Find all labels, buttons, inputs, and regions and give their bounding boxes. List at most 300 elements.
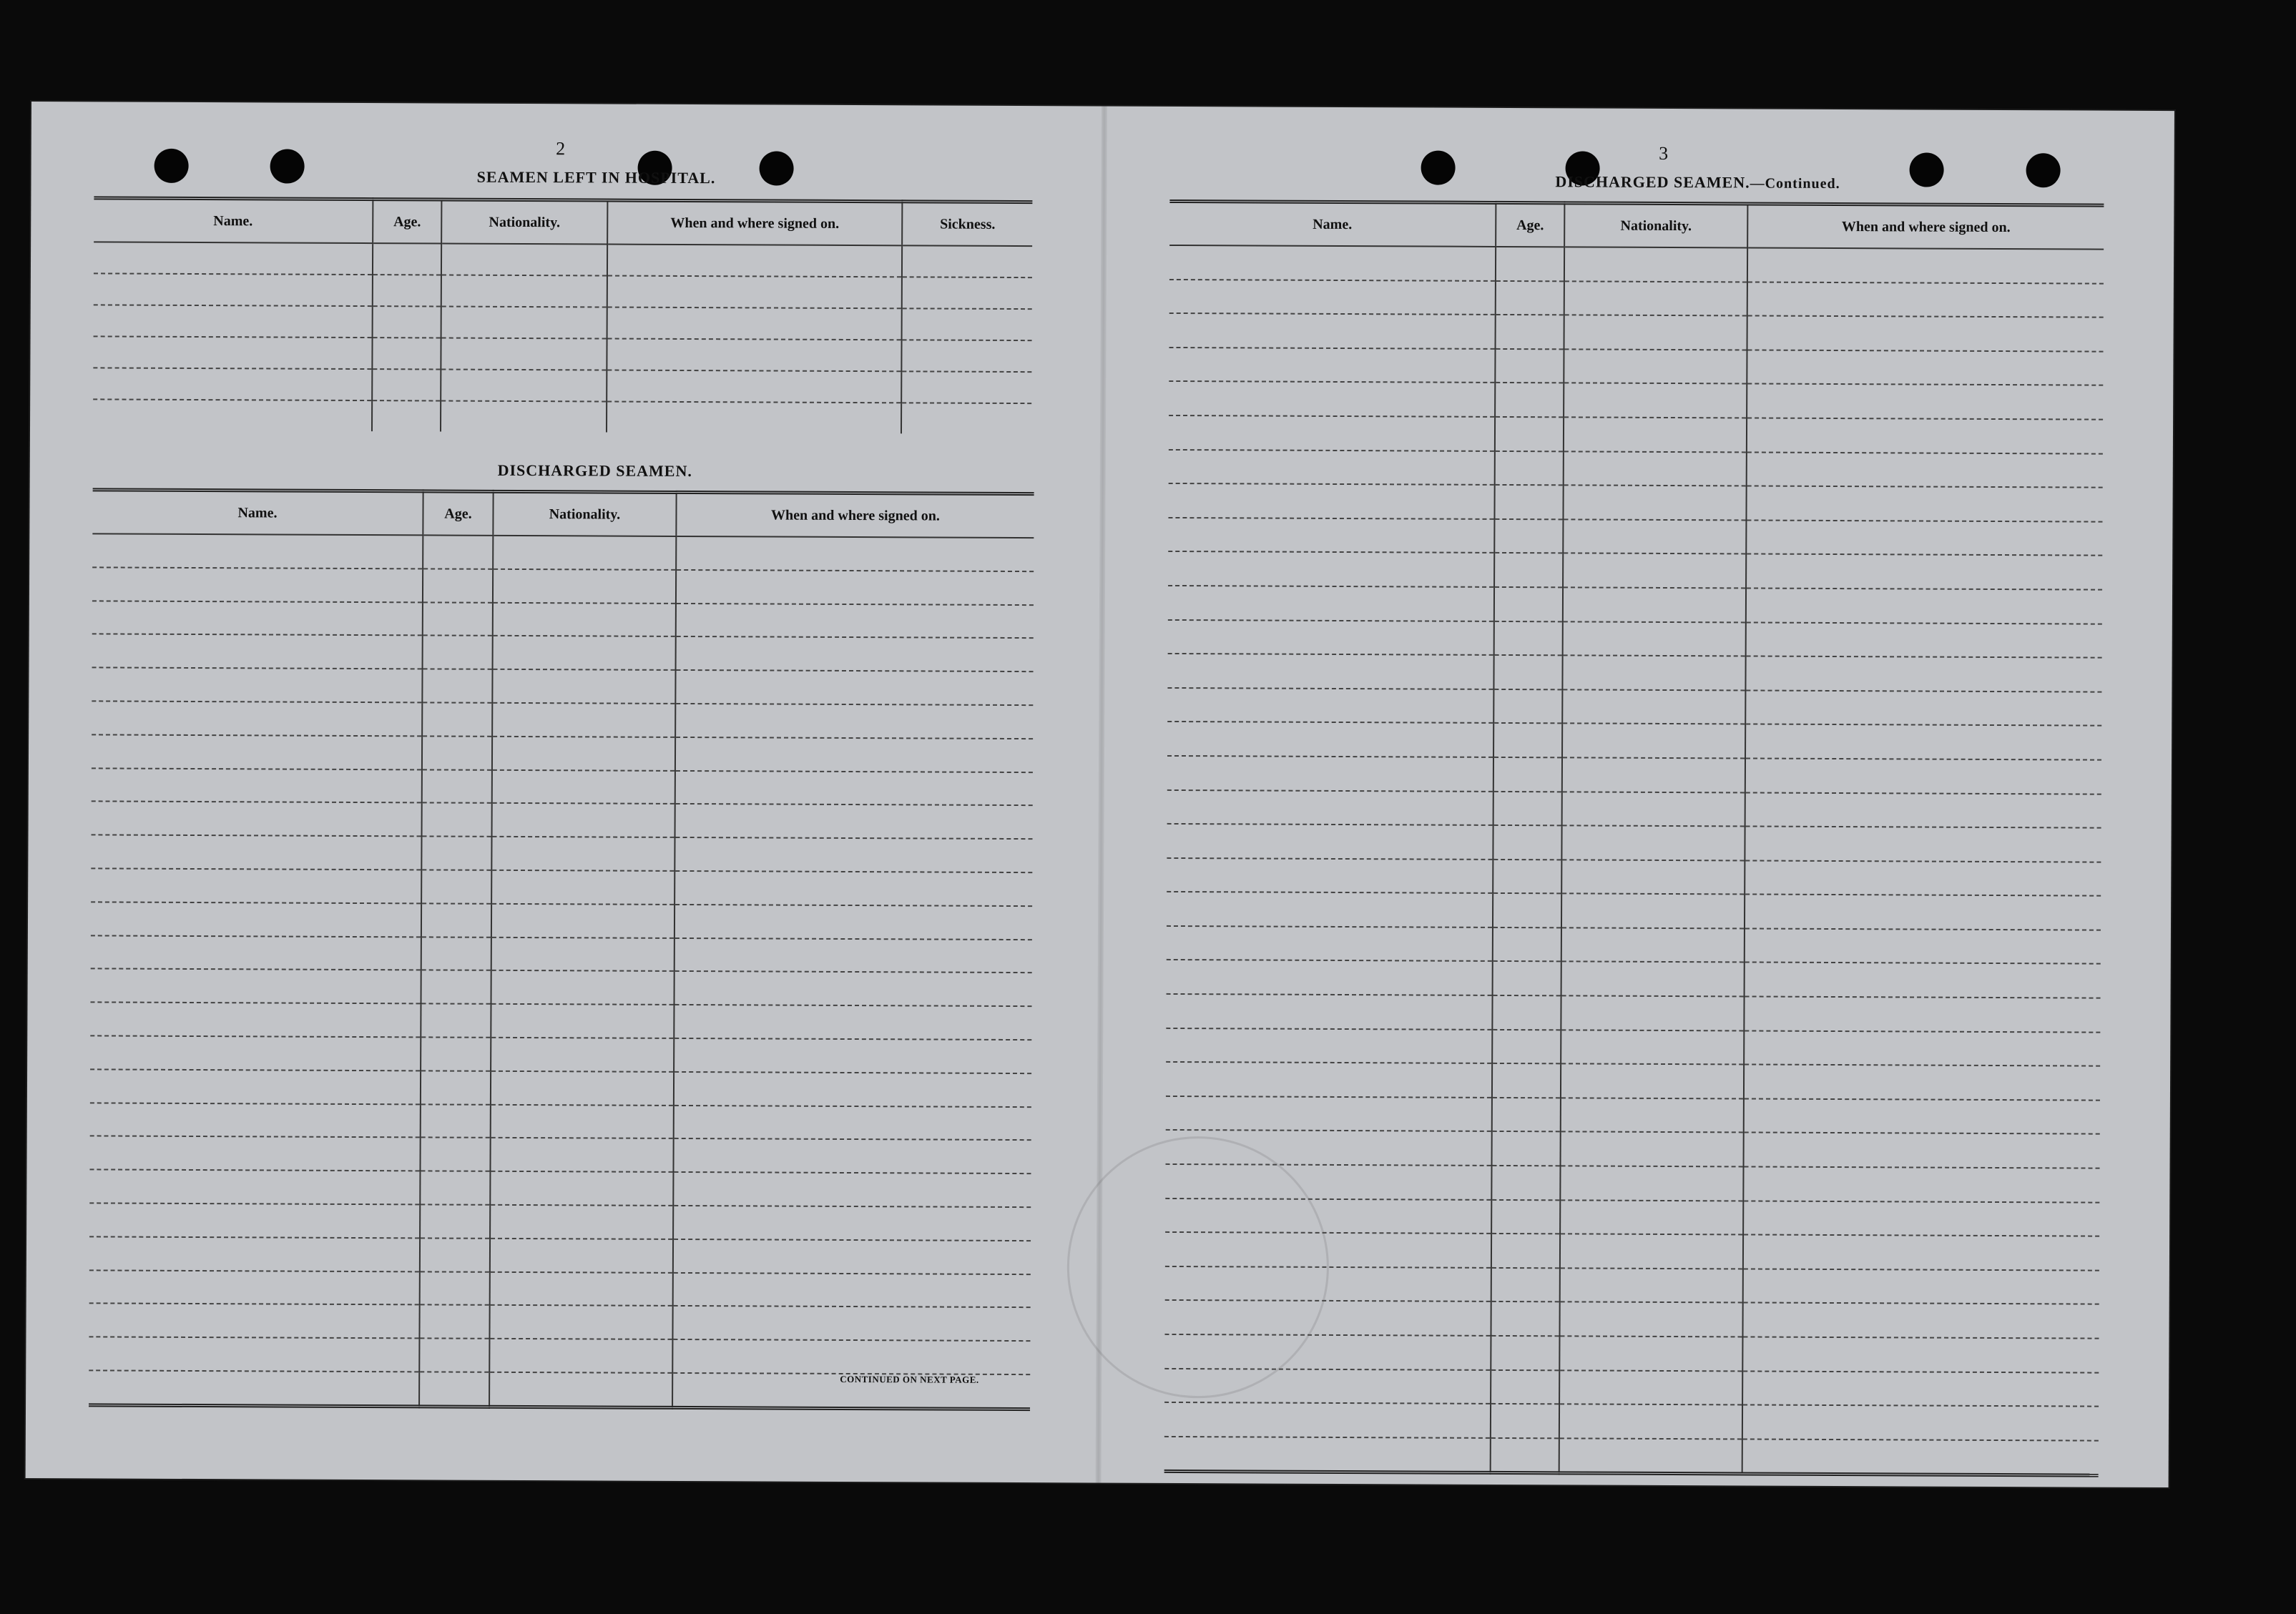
blank-entry-cell bbox=[1564, 383, 1747, 418]
blank-entry-cell bbox=[493, 569, 676, 604]
blank-entry-cell bbox=[1562, 655, 1745, 690]
blank-entry-cell bbox=[1559, 1370, 1742, 1405]
blank-entry-cell bbox=[1167, 789, 1493, 825]
table-row bbox=[1166, 1028, 2100, 1066]
blank-entry-cell bbox=[441, 338, 607, 370]
blank-entry-cell bbox=[1745, 860, 2101, 896]
blank-entry-cell bbox=[1559, 1336, 1742, 1371]
blank-entry-cell bbox=[1742, 1337, 2099, 1372]
blank-entry-cell bbox=[490, 1271, 673, 1306]
blank-entry-cell bbox=[1496, 247, 1564, 281]
table-row bbox=[92, 701, 1033, 739]
column-header: Age. bbox=[423, 491, 493, 536]
table-row bbox=[1167, 960, 2101, 998]
blank-entry-cell bbox=[1746, 622, 2102, 658]
discharged-section-title: DISCHARGED SEAMEN. bbox=[497, 461, 692, 481]
table-row bbox=[94, 242, 1032, 277]
discharged-table bbox=[89, 488, 1034, 1410]
table-row bbox=[1169, 313, 2104, 351]
table-row bbox=[1168, 483, 2102, 521]
blank-entry-cell bbox=[1562, 792, 1745, 827]
blank-entry-cell bbox=[1166, 994, 1492, 1030]
blank-entry-cell bbox=[489, 1339, 672, 1373]
blank-entry-cell bbox=[1167, 756, 1493, 792]
table-row bbox=[93, 399, 1031, 434]
blank-entry-cell bbox=[1493, 757, 1562, 792]
blank-entry-cell bbox=[673, 1272, 1031, 1307]
blank-entry-cell bbox=[441, 370, 607, 402]
blank-entry-cell bbox=[1164, 1437, 1491, 1473]
blank-entry-cell bbox=[90, 1035, 421, 1071]
blank-entry-cell bbox=[1564, 315, 1747, 350]
blank-entry-cell bbox=[90, 1103, 421, 1138]
blank-entry-cell bbox=[1559, 1404, 1742, 1440]
blank-entry-cell bbox=[673, 1206, 1031, 1241]
table-row bbox=[91, 935, 1032, 973]
blank-entry-cell bbox=[90, 1069, 421, 1104]
blank-entry-cell bbox=[93, 336, 372, 369]
blank-entry-cell bbox=[94, 242, 373, 275]
blank-entry-cell bbox=[1168, 619, 1494, 655]
blank-entry-cell bbox=[491, 1004, 674, 1038]
blank-entry-cell bbox=[673, 1138, 1031, 1173]
column-header: When and where signed on. bbox=[676, 492, 1034, 538]
blank-entry-cell bbox=[491, 904, 674, 938]
blank-entry-cell bbox=[421, 870, 491, 903]
table-row bbox=[1164, 1437, 2099, 1476]
blank-entry-cell bbox=[1493, 791, 1562, 825]
blank-entry-cell bbox=[441, 275, 607, 307]
table-row bbox=[92, 567, 1034, 605]
blank-entry-cell bbox=[420, 1138, 490, 1171]
hospital-section-title: SEAMEN LEFT IN HOSPITAL. bbox=[476, 167, 716, 187]
blank-entry-cell bbox=[1493, 825, 1561, 860]
blank-entry-cell bbox=[491, 870, 674, 905]
blank-entry-cell bbox=[1166, 1028, 1492, 1064]
blank-entry-cell bbox=[901, 371, 1031, 403]
table-row bbox=[1168, 619, 2102, 657]
blank-entry-cell bbox=[421, 1104, 491, 1138]
blank-entry-cell bbox=[902, 245, 1032, 277]
blank-entry-cell bbox=[423, 602, 493, 636]
hospital-table bbox=[93, 196, 1032, 434]
blank-entry-cell bbox=[1492, 1030, 1561, 1064]
blank-entry-cell bbox=[423, 636, 493, 669]
blank-entry-cell bbox=[90, 1003, 421, 1038]
blank-entry-cell bbox=[1743, 1201, 2099, 1236]
blank-entry-cell bbox=[1743, 1166, 2099, 1202]
page-number: 2 bbox=[556, 138, 566, 159]
table-row bbox=[92, 802, 1033, 840]
blank-entry-cell bbox=[1745, 690, 2101, 726]
blank-entry-cell bbox=[675, 771, 1033, 806]
blank-entry-cell bbox=[674, 1072, 1031, 1107]
blank-entry-cell bbox=[493, 536, 676, 570]
blank-entry-cell bbox=[1563, 621, 1746, 656]
blank-entry-cell bbox=[1746, 486, 2102, 522]
table-row bbox=[1166, 1096, 2100, 1134]
blank-entry-cell bbox=[373, 306, 441, 338]
blank-entry-cell bbox=[492, 769, 675, 804]
column-header: Sickness. bbox=[902, 202, 1032, 246]
column-header: Age. bbox=[1496, 202, 1564, 247]
blank-entry-cell bbox=[491, 1071, 674, 1106]
blank-entry-cell bbox=[421, 837, 491, 870]
blank-entry-cell bbox=[92, 567, 423, 602]
blank-entry-cell bbox=[1491, 1301, 1559, 1336]
blank-entry-cell bbox=[1747, 350, 2103, 385]
blank-entry-cell bbox=[490, 1239, 673, 1273]
blank-entry-cell bbox=[674, 1005, 1031, 1040]
blank-entry-cell bbox=[489, 1305, 672, 1339]
blank-entry-cell bbox=[1496, 315, 1564, 349]
blank-entry-cell bbox=[1495, 451, 1564, 485]
blank-entry-cell bbox=[1493, 961, 1561, 995]
blank-entry-cell bbox=[1168, 586, 1494, 621]
blank-entry-cell bbox=[607, 370, 901, 403]
table-row bbox=[1167, 858, 2101, 896]
table-row bbox=[1164, 1369, 2099, 1407]
blank-entry-cell bbox=[1742, 1439, 2099, 1475]
blank-entry-cell bbox=[676, 570, 1034, 605]
blank-entry-cell bbox=[1747, 452, 2103, 488]
punch-hole bbox=[1421, 150, 1456, 184]
table-row bbox=[1169, 381, 2103, 419]
blank-entry-cell bbox=[373, 243, 441, 275]
table-row bbox=[92, 768, 1033, 806]
blank-entry-cell bbox=[607, 307, 902, 340]
blank-entry-cell bbox=[675, 737, 1033, 772]
blank-entry-cell bbox=[441, 244, 607, 276]
blank-entry-cell bbox=[1745, 895, 2101, 930]
blank-entry-cell bbox=[1493, 723, 1562, 757]
blank-entry-cell bbox=[901, 340, 1031, 372]
table-row bbox=[1167, 824, 2101, 862]
table-row bbox=[1169, 450, 2103, 488]
blank-entry-cell bbox=[421, 1071, 491, 1104]
blank-entry-cell bbox=[902, 277, 1032, 309]
table-row bbox=[90, 1103, 1031, 1141]
blank-entry-cell bbox=[1167, 654, 1493, 689]
blank-entry-cell bbox=[1560, 1234, 1743, 1269]
blank-entry-cell bbox=[1169, 415, 1495, 451]
column-header: Name. bbox=[94, 198, 373, 243]
blank-entry-cell bbox=[420, 1171, 490, 1205]
blank-entry-cell bbox=[1491, 1336, 1559, 1370]
blank-entry-cell bbox=[421, 1037, 491, 1071]
blank-entry-cell bbox=[1561, 927, 1745, 963]
blank-entry-cell bbox=[1169, 450, 1495, 486]
blank-entry-cell bbox=[1559, 1438, 1742, 1474]
table-row bbox=[1167, 789, 2101, 827]
table-row bbox=[1167, 756, 2101, 794]
blank-entry-cell bbox=[419, 1372, 489, 1407]
table-row bbox=[92, 533, 1034, 571]
blank-entry-cell bbox=[1167, 858, 1493, 894]
blank-entry-cell bbox=[1559, 1302, 1742, 1337]
table-row bbox=[94, 305, 1032, 340]
blank-entry-cell bbox=[1560, 1268, 1743, 1303]
page-number: 3 bbox=[1659, 142, 1669, 164]
table-row bbox=[91, 902, 1032, 940]
column-header: Name. bbox=[92, 490, 423, 536]
blank-entry-cell bbox=[1495, 417, 1564, 451]
table-row bbox=[1167, 722, 2101, 759]
table-row bbox=[89, 1337, 1030, 1374]
blank-entry-cell bbox=[1167, 824, 1493, 860]
table-row bbox=[1169, 348, 2103, 385]
blank-entry-cell bbox=[1561, 860, 1745, 895]
blank-entry-cell bbox=[1561, 1132, 1744, 1167]
blank-entry-cell bbox=[674, 1038, 1031, 1073]
column-header: Nationality. bbox=[441, 200, 607, 245]
blank-entry-cell bbox=[1747, 384, 2103, 420]
blank-entry-cell bbox=[1745, 827, 2101, 862]
blank-entry-cell bbox=[1168, 518, 1494, 553]
blank-entry-cell bbox=[1169, 245, 1496, 281]
blank-entry-cell bbox=[672, 1339, 1030, 1374]
blank-entry-cell bbox=[607, 245, 902, 277]
blank-entry-cell bbox=[607, 339, 901, 372]
blank-entry-cell bbox=[489, 1372, 672, 1407]
table-row bbox=[1166, 994, 2100, 1032]
table-row bbox=[94, 273, 1032, 309]
blank-entry-cell bbox=[675, 804, 1033, 839]
blank-entry-cell bbox=[1564, 417, 1747, 452]
column-header: Nationality. bbox=[1564, 203, 1747, 248]
blank-entry-cell bbox=[902, 308, 1032, 340]
blank-entry-cell bbox=[1561, 995, 1744, 1030]
table-row bbox=[1169, 280, 2104, 318]
blank-entry-cell bbox=[92, 701, 422, 736]
table-row bbox=[90, 1069, 1031, 1107]
right-page bbox=[1099, 107, 2174, 1488]
blank-entry-cell bbox=[1167, 688, 1493, 724]
blank-entry-cell bbox=[419, 1339, 489, 1372]
table-row bbox=[1168, 518, 2102, 556]
blank-entry-cell bbox=[1491, 1370, 1559, 1404]
blank-entry-cell bbox=[491, 837, 674, 871]
column-header: When and where signed on. bbox=[607, 200, 902, 245]
blank-entry-cell bbox=[672, 1306, 1030, 1341]
blank-entry-cell bbox=[1747, 282, 2104, 318]
punch-hole bbox=[2026, 153, 2061, 187]
table-row bbox=[1166, 1130, 2100, 1168]
blank-entry-cell bbox=[1561, 1064, 1744, 1099]
blank-entry-cell bbox=[674, 871, 1032, 906]
blank-entry-cell bbox=[676, 604, 1034, 639]
discharged-continued-title bbox=[1461, 172, 1933, 193]
blank-entry-cell bbox=[422, 702, 492, 736]
table-row bbox=[1167, 892, 2101, 930]
table-row bbox=[91, 868, 1032, 906]
blank-entry-cell bbox=[674, 938, 1032, 973]
blank-entry-cell bbox=[1744, 1133, 2100, 1168]
blank-entry-cell bbox=[422, 769, 492, 803]
blank-entry-cell bbox=[441, 307, 607, 339]
blank-entry-cell bbox=[674, 971, 1031, 1006]
blank-entry-cell bbox=[1563, 519, 1746, 554]
blank-entry-cell bbox=[421, 937, 491, 970]
blank-entry-cell bbox=[423, 535, 493, 569]
blank-entry-cell bbox=[89, 1136, 420, 1171]
blank-entry-cell bbox=[91, 902, 421, 937]
blank-entry-cell bbox=[92, 734, 422, 769]
blank-entry-cell bbox=[1746, 554, 2102, 590]
table-row bbox=[90, 1035, 1031, 1073]
blank-entry-cell bbox=[1494, 485, 1563, 519]
blank-entry-cell bbox=[1562, 757, 1745, 792]
blank-entry-cell bbox=[1564, 451, 1747, 486]
blank-entry-cell bbox=[675, 670, 1033, 705]
blank-entry-cell bbox=[1491, 1166, 1560, 1200]
blank-entry-cell bbox=[1744, 1065, 2100, 1101]
table-row bbox=[1167, 688, 2101, 726]
table-row bbox=[1167, 654, 2101, 692]
blank-entry-cell bbox=[1169, 348, 1495, 383]
blank-entry-cell bbox=[1491, 1234, 1560, 1268]
blank-entry-cell bbox=[490, 1205, 673, 1239]
blank-entry-cell bbox=[372, 338, 441, 369]
blank-entry-cell bbox=[92, 533, 423, 569]
blank-entry-cell bbox=[676, 636, 1034, 671]
blank-entry-cell bbox=[93, 368, 372, 400]
blank-entry-cell bbox=[1746, 588, 2102, 624]
table-row bbox=[1164, 1402, 2099, 1440]
table-row bbox=[89, 1203, 1031, 1241]
column-header: Age. bbox=[373, 200, 441, 244]
blank-entry-cell bbox=[1496, 281, 1564, 315]
blank-entry-cell bbox=[1491, 1404, 1559, 1438]
blank-entry-cell bbox=[1747, 247, 2104, 283]
table-row bbox=[90, 1003, 1031, 1040]
blank-entry-cell bbox=[1562, 724, 1745, 759]
table-row bbox=[92, 734, 1033, 772]
blank-entry-cell bbox=[1561, 1030, 1744, 1065]
blank-entry-cell bbox=[89, 1236, 420, 1271]
blank-entry-cell bbox=[1491, 1268, 1560, 1302]
blank-entry-cell bbox=[1169, 313, 1496, 349]
column-header: Name. bbox=[1169, 201, 1496, 246]
blank-entry-cell bbox=[422, 736, 492, 769]
blank-entry-cell bbox=[1561, 894, 1745, 929]
table-header-row bbox=[1169, 201, 2104, 249]
blank-entry-cell bbox=[92, 634, 423, 669]
blank-entry-cell bbox=[1563, 587, 1746, 622]
blank-entry-cell bbox=[1742, 1303, 2099, 1339]
blank-entry-cell bbox=[1168, 483, 1494, 519]
blank-entry-cell bbox=[1493, 655, 1562, 689]
blank-entry-cell bbox=[1166, 1062, 1492, 1098]
blank-entry-cell bbox=[92, 768, 422, 803]
blank-entry-cell bbox=[420, 1271, 490, 1305]
table-row bbox=[1169, 415, 2103, 453]
blank-entry-cell bbox=[94, 273, 373, 306]
table-row bbox=[92, 601, 1034, 639]
blank-entry-cell bbox=[89, 1337, 419, 1372]
blank-entry-cell bbox=[1564, 349, 1747, 384]
blank-entry-cell bbox=[676, 536, 1034, 571]
blank-entry-cell bbox=[1493, 927, 1561, 962]
blank-entry-cell bbox=[1169, 280, 1496, 315]
blank-entry-cell bbox=[94, 305, 373, 338]
table-row bbox=[92, 634, 1034, 672]
blank-entry-cell bbox=[89, 1370, 419, 1406]
blank-entry-cell bbox=[422, 669, 492, 703]
blank-entry-cell bbox=[674, 905, 1032, 940]
blank-entry-cell bbox=[1493, 893, 1561, 927]
blank-entry-cell bbox=[491, 970, 674, 1005]
blank-entry-cell bbox=[1743, 1269, 2099, 1304]
blank-entry-cell bbox=[490, 1171, 673, 1206]
blank-entry-cell bbox=[92, 668, 422, 703]
column-header: When and where signed on. bbox=[1747, 204, 2104, 250]
blank-entry-cell bbox=[1561, 962, 1745, 997]
blank-entry-cell bbox=[674, 1105, 1031, 1140]
blank-entry-cell bbox=[1168, 551, 1494, 587]
blank-entry-cell bbox=[89, 1270, 420, 1305]
table-row bbox=[1169, 245, 2104, 283]
blank-entry-cell bbox=[673, 1239, 1031, 1274]
blank-entry-cell bbox=[89, 1304, 419, 1339]
table-row bbox=[1166, 1062, 2100, 1100]
continued-suffix: —Continued. bbox=[1750, 175, 1840, 192]
blank-entry-cell bbox=[1492, 995, 1561, 1030]
blank-entry-cell bbox=[1560, 1166, 1743, 1201]
blank-entry-cell bbox=[1492, 1131, 1561, 1166]
blank-entry-cell bbox=[1564, 247, 1747, 282]
blank-entry-cell bbox=[1494, 519, 1563, 553]
blank-entry-cell bbox=[1561, 825, 1745, 860]
blank-entry-cell bbox=[1494, 621, 1563, 655]
blank-entry-cell bbox=[423, 569, 493, 602]
blank-entry-cell bbox=[421, 1004, 491, 1038]
blank-entry-cell bbox=[491, 937, 674, 971]
blank-entry-cell bbox=[1562, 689, 1745, 724]
blank-entry-cell bbox=[1491, 1438, 1559, 1474]
blank-entry-cell bbox=[89, 1203, 420, 1238]
blank-entry-cell bbox=[1560, 1200, 1743, 1235]
blank-entry-cell bbox=[91, 868, 421, 903]
continued-note: CONTINUED ON NEXT PAGE. bbox=[840, 1373, 979, 1385]
blank-entry-cell bbox=[441, 401, 607, 433]
blank-entry-cell bbox=[1743, 1235, 2099, 1271]
blank-entry-cell bbox=[420, 1204, 490, 1238]
blank-entry-cell bbox=[607, 402, 901, 434]
blank-entry-cell bbox=[1494, 553, 1563, 587]
blank-entry-cell bbox=[422, 803, 492, 837]
blank-entry-cell bbox=[91, 969, 421, 1004]
table-row bbox=[1168, 586, 2102, 624]
table-row bbox=[93, 336, 1031, 372]
blank-entry-cell bbox=[1742, 1371, 2099, 1407]
document-sheet bbox=[26, 102, 2174, 1487]
blank-entry-cell bbox=[1747, 418, 2103, 453]
blank-entry-cell bbox=[372, 369, 441, 400]
table-row bbox=[92, 668, 1033, 706]
blank-entry-cell bbox=[92, 802, 422, 837]
blank-entry-cell bbox=[1167, 960, 1493, 995]
blank-entry-cell bbox=[493, 602, 676, 636]
blank-entry-cell bbox=[1491, 1200, 1560, 1234]
blank-entry-cell bbox=[1495, 349, 1564, 383]
table-row bbox=[91, 835, 1032, 873]
blank-entry-cell bbox=[1746, 520, 2102, 556]
blank-entry-cell bbox=[674, 837, 1032, 872]
blank-entry-cell bbox=[373, 275, 441, 306]
blank-entry-cell bbox=[492, 703, 675, 737]
table-row bbox=[1168, 551, 2102, 589]
